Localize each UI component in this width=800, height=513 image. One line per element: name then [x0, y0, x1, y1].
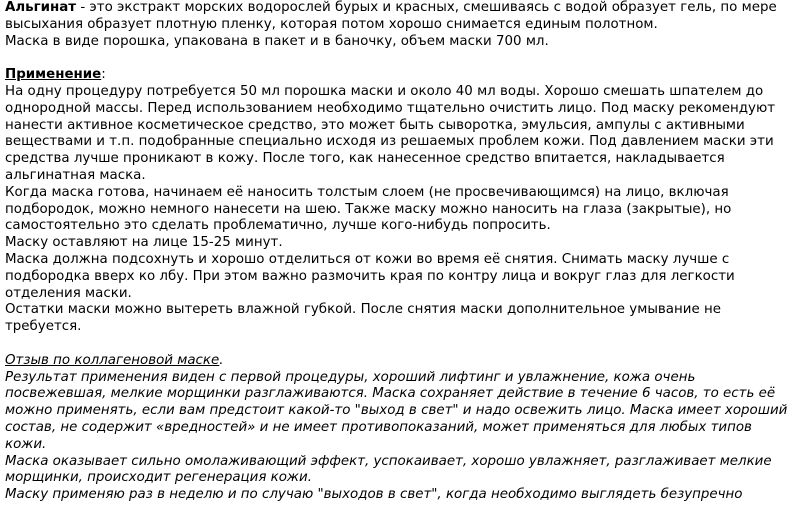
application-paragraphs: [5, 84, 797, 336]
spacer: [5, 336, 797, 353]
intro-line-3: Маска в виде порошка, упакована в пакет и в баночку, объем маски 700 мл.: [5, 33, 549, 49]
review-line: кожи.: [5, 436, 47, 452]
spacer: [5, 50, 797, 67]
intro-line-2: высыхания образует плотную пленку, которая потом хорошо снимается единым полотном.: [5, 16, 658, 32]
application-line: Остатки маски можно вытереть влажной губкой. После снятия маски дополнительное умывание не: [5, 302, 721, 318]
review-heading: [5, 353, 797, 370]
intro-text: - это экстракт морских водорослей бурых и красных, смешиваясь с водой образует гель, по мере: [76, 0, 777, 15]
intro-line-1: [5, 0, 797, 17]
term-alginate: Альгинат: [5, 0, 77, 15]
review-line: Маска оказывает сильно омолаживающий эффект, успокаивает, хорошо увлажняет, разглаживает мелкие: [5, 453, 772, 469]
application-line: подбородок, можно немного нанесети на шею. Также маску можно наносить на глаза (закрытые), но: [5, 201, 732, 217]
application-line: Когда маска готова, начинаем её наносить толстым слоем (не просвечивающимся) на лицо, включая: [5, 184, 729, 200]
review-heading-text: Отзыв по коллагеновой маске: [5, 352, 220, 368]
article-body: [5, 0, 797, 504]
application-line: На одну процедуру потребуется 50 мл порошка маски и около 40 мл воды. Хорошо смешать шпателем до: [5, 83, 764, 99]
review-line: состав, не содержит «вредностей» и не имеет противопоказаний, может применяться для любых типов: [5, 419, 752, 435]
application-line: альгинатная маска.: [5, 167, 146, 183]
application-line: Маску оставляют на лице 15-25 минут.: [5, 235, 283, 251]
review-heading-dot: .: [219, 352, 224, 368]
application-line: самостоятельно это сделать проблематично, лучше кого-нибудь попросить.: [5, 218, 551, 234]
application-line: отделения маски.: [5, 285, 132, 301]
application-line: веществами и т.п. подобранные специально исходя из решаемых проблем кожи. Под давлением маски эти: [5, 134, 774, 150]
application-heading: [5, 67, 797, 84]
review-paragraphs: [5, 370, 797, 504]
application-line: нанести активное косметическое средство, это может быть сыворотка, эмульсия, ампулы с активными: [5, 117, 745, 133]
application-heading-colon: :: [101, 67, 106, 83]
application-heading-text: Применение: [5, 67, 102, 83]
application-line: однородной массы. Перед использованием необходимо тщательно очистить лицо. Под маску рекомендуют: [5, 100, 776, 116]
application-line: средства лучше проникают в кожу. После того, как нанесенное средство впитается, накладывается: [5, 151, 725, 167]
review-line: Результат применения виден с первой процедуры, хороший лифтинг и увлажнение, кожа очень: [5, 369, 696, 385]
application-line: подбородка вверх ко лбу. При этом важно размочить края по контру лица и вокруг глаз для легкости: [5, 268, 735, 284]
review-line: морщинки, происходит регенерация кожи.: [5, 470, 312, 486]
application-line: Маска должна подсохнуть и хорошо отделиться от кожи во время её снятия. Снимать маску лучше с: [5, 251, 730, 267]
review-line: можно применять, если вам предстоит какой-то "выход в свет" и надо освежить лицо. Маска имеет хороший: [5, 403, 788, 419]
review-line: посвежевшая, мелкие морщинки разглаживаются. Маска сохраняет действие в течение 6 часов, то есть её: [5, 386, 776, 402]
review-line: Маску применяю раз в неделю и по случаю "выходов в свет", когда необходимо выглядеть безупречно: [5, 487, 743, 503]
application-line: требуется.: [5, 319, 82, 335]
